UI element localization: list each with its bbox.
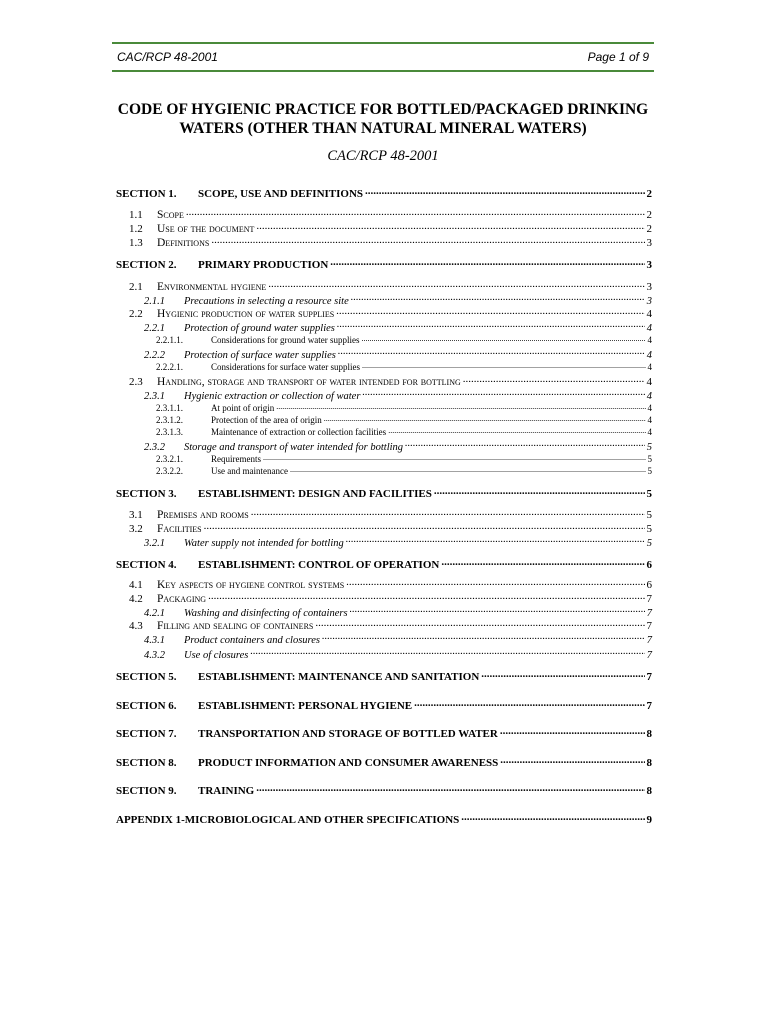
toc-number: 2.3.1 (144, 390, 165, 402)
toc-leader (211, 235, 644, 246)
toc-page: 7 (646, 700, 652, 712)
document-code: CAC/RCP 48-2001 (117, 50, 218, 64)
toc-label: ESTABLISHMENT: PERSONAL HYGIENE (198, 700, 413, 712)
toc-page: 5 (646, 537, 652, 549)
toc-number: 3.1 (129, 509, 143, 521)
toc-page: 4 (647, 427, 652, 437)
toc-page: 4 (647, 403, 652, 413)
toc-section-7[interactable] (116, 726, 652, 740)
toc-leader (315, 618, 644, 629)
toc-number: 1.2 (129, 223, 143, 235)
toc-label: Premises and rooms (157, 509, 249, 521)
toc-label: Storage and transport of water intended for bottling (184, 441, 404, 453)
toc-leader (350, 605, 645, 616)
toc-label: Use of closures (184, 649, 249, 661)
toc-page: 2 (646, 209, 652, 221)
toc-label: Facilities (157, 523, 202, 535)
toc-page: 4 (646, 308, 652, 320)
toc-number: 2.1.1 (144, 295, 165, 307)
toc-leader (481, 669, 644, 680)
toc-number: SECTION 6. (116, 700, 177, 712)
toc-leader (365, 186, 644, 197)
toc-label: Requirements (211, 454, 261, 464)
title-line-1: CODE OF HYGIENIC PRACTICE FOR BOTTLED/PACKAGED DRINKING (117, 101, 649, 118)
toc-label: At point of origin (211, 403, 275, 413)
toc-leader (346, 535, 645, 546)
toc-entry-2-3[interactable] (129, 374, 652, 388)
toc-number: 2.3.2 (144, 441, 165, 453)
toc-section-5[interactable] (116, 669, 652, 683)
toc-entry-2-3-2[interactable] (144, 439, 652, 453)
toc-entry-2-2-2[interactable] (144, 347, 652, 361)
toc-label: Definitions (157, 237, 210, 249)
toc-leader (251, 507, 645, 518)
toc-page: 6 (646, 579, 652, 591)
toc-leader (263, 453, 646, 462)
toc-entry-2-3-1-2[interactable] (156, 414, 652, 425)
toc-leader (414, 698, 644, 709)
toc-number: 2.2.1.1. (156, 335, 183, 345)
toc-number: SECTION 4. (116, 559, 177, 571)
toc-page: 5 (646, 523, 652, 535)
toc-number: 2.3.1.3. (156, 427, 183, 437)
toc-number: 2.3.2.1. (156, 454, 183, 464)
toc-page: 8 (646, 728, 652, 740)
toc-label: TRAINING (198, 785, 255, 797)
toc-number: 4.3.2 (144, 649, 165, 661)
toc-appendix-1[interactable] (116, 812, 652, 826)
toc-page: 7 (646, 607, 652, 619)
toc-entry-2-2-1-1[interactable] (156, 334, 652, 345)
toc-leader (500, 755, 644, 766)
toc-number: 2.2.2 (144, 349, 165, 361)
toc-number: 2.3.2.2. (156, 466, 183, 476)
toc-entry-3-2[interactable] (129, 521, 652, 535)
toc-number: 1.3 (129, 237, 143, 249)
toc-label: ESTABLISHMENT: CONTROL OF OPERATION (198, 559, 440, 571)
toc-entry-2-3-1-3[interactable] (156, 426, 652, 437)
toc-page: 4 (647, 335, 652, 345)
toc-leader (388, 426, 645, 435)
toc-page: 2 (646, 188, 652, 200)
toc-entry-1-3[interactable] (129, 235, 652, 249)
page-header (112, 42, 654, 72)
toc-section-1[interactable] (116, 186, 652, 200)
toc-page: 5 (647, 466, 652, 476)
toc-entry-2-1[interactable] (129, 279, 652, 293)
toc-number: 4.3 (129, 620, 143, 632)
toc-section-2[interactable] (116, 257, 652, 271)
toc-section-6[interactable] (116, 698, 652, 712)
toc-page: 5 (647, 454, 652, 464)
toc-entry-4-2-1[interactable] (144, 605, 652, 619)
toc-page: 3 (646, 281, 652, 293)
toc-entry-1-1[interactable] (129, 207, 652, 221)
toc-entry-2-3-2-2[interactable] (156, 465, 652, 476)
toc-section-9[interactable] (116, 783, 652, 797)
toc-number: 2.3 (129, 376, 143, 388)
toc-section-4[interactable] (116, 557, 652, 571)
toc-label: Washing and disinfecting of containers (184, 607, 348, 619)
toc-number: 4.3.1 (144, 634, 165, 646)
toc-entry-2-2-2-1[interactable] (156, 361, 652, 372)
toc-page: 7 (646, 649, 652, 661)
toc-leader (256, 221, 644, 232)
toc-entry-2-3-1-1[interactable] (156, 402, 652, 413)
toc-label: PRIMARY PRODUCTION (198, 259, 329, 271)
toc-number: SECTION 2. (116, 259, 177, 271)
toc-leader (362, 388, 644, 399)
toc-entry-1-2[interactable] (129, 221, 652, 235)
toc-label: Packaging (157, 593, 207, 605)
toc-entry-3-2-1[interactable] (144, 535, 652, 549)
toc-page: 4 (646, 376, 652, 388)
toc-leader (461, 812, 644, 823)
toc-label: Precautions in selecting a resource site (184, 295, 349, 307)
toc-page: 3 (646, 295, 652, 307)
document-subtitle: CAC/RCP 48-2001 (327, 148, 439, 164)
toc-label: Handling, storage and transport of water intended for bottling (157, 376, 461, 388)
toc-label: Protection of the area of origin (211, 415, 322, 425)
toc-number: 3.2 (129, 523, 143, 535)
toc-number: 4.2 (129, 593, 143, 605)
toc-leader (276, 402, 645, 411)
toc-entry-2-1-1[interactable] (144, 293, 652, 307)
toc-page: 8 (646, 785, 652, 797)
toc-number: SECTION 1. (116, 188, 177, 200)
toc-entry-2-3-1[interactable] (144, 388, 652, 402)
toc-page: 9 (646, 814, 652, 826)
toc-label: TRANSPORTATION AND STORAGE OF BOTTLED WATER (198, 728, 498, 740)
toc-label: Water supply not intended for bottling (184, 537, 344, 549)
toc-leader (434, 486, 645, 497)
toc-number: 2.3.1.2. (156, 415, 183, 425)
toc-leader (186, 207, 645, 218)
toc-number: SECTION 3. (116, 488, 177, 500)
toc-leader (208, 591, 644, 602)
toc-label: Use and maintenance (211, 466, 288, 476)
toc-label: Hygienic production of water supplies (157, 308, 335, 320)
toc-label: Protection of surface water supplies (184, 349, 336, 361)
toc-entry-4-3[interactable] (129, 618, 652, 632)
toc-number: 2.1 (129, 281, 143, 293)
toc-leader (337, 320, 645, 331)
toc-number: SECTION 7. (116, 728, 177, 740)
toc-entry-4-1[interactable] (129, 577, 652, 591)
toc-label: Use of the document (157, 223, 255, 235)
toc-page: 8 (646, 757, 652, 769)
toc-number: 2.2.1 (144, 322, 165, 334)
toc-page: 4 (646, 322, 652, 334)
toc-page: 7 (646, 671, 652, 683)
document-title (112, 100, 654, 138)
toc-leader (256, 783, 644, 794)
toc-leader (463, 374, 645, 385)
toc-number: SECTION 5. (116, 671, 177, 683)
toc-label: Scope (157, 209, 184, 221)
toc-label: Hygienic extraction or collection of water (184, 390, 361, 402)
toc-number: SECTION 9. (116, 785, 177, 797)
toc-entry-3-1[interactable] (129, 507, 652, 521)
toc-leader (346, 577, 644, 588)
toc-label: Considerations for surface water supplies (211, 362, 360, 372)
toc-page: 4 (646, 349, 652, 361)
toc-label: Key aspects of hygiene control systems (157, 579, 345, 591)
toc-page: 4 (646, 390, 652, 402)
toc-page: 6 (646, 559, 652, 571)
toc-number: 4.2.1 (144, 607, 165, 619)
toc-leader (441, 557, 644, 568)
toc-entry-2-2[interactable] (129, 306, 652, 320)
toc-leader (324, 414, 646, 423)
toc-number: 1.1 (129, 209, 143, 221)
toc-leader (338, 347, 645, 358)
toc-leader (362, 361, 646, 370)
toc-label: Product containers and closures (184, 634, 320, 646)
toc-number: 4.1 (129, 579, 143, 591)
toc-label: Protection of ground water supplies (184, 322, 335, 334)
toc-page: 2 (646, 223, 652, 235)
toc-label: ESTABLISHMENT: DESIGN AND FACILITIES (198, 488, 432, 500)
toc-number: SECTION 8. (116, 757, 177, 769)
toc-page: 5 (646, 509, 652, 521)
toc-label: SCOPE, USE AND DEFINITIONS (198, 188, 364, 200)
toc-page: 3 (646, 237, 652, 249)
toc-entry-2-3-2-1[interactable] (156, 453, 652, 464)
toc-leader (268, 279, 644, 290)
toc-leader (330, 257, 644, 268)
toc-page: 3 (646, 259, 652, 271)
toc-number: 2.2.2.1. (156, 362, 183, 372)
toc-page: 5 (646, 488, 652, 500)
toc-page: 4 (647, 415, 652, 425)
toc-entry-4-3-1[interactable] (144, 632, 652, 646)
toc-number: 2.3.1.1. (156, 403, 183, 413)
toc-label: Filling and sealing of containers (157, 620, 314, 632)
toc-page: 7 (646, 593, 652, 605)
toc-label: Environmental hygiene (157, 281, 267, 293)
toc-entry-2-2-1[interactable] (144, 320, 652, 334)
toc-leader (361, 334, 645, 343)
toc-leader (250, 647, 644, 658)
toc-label: APPENDIX 1-MICROBIOLOGICAL AND OTHER SPECIFICATIONS (116, 814, 460, 826)
toc-number: 3.2.1 (144, 537, 165, 549)
toc-page: 7 (646, 620, 652, 632)
toc-leader (204, 521, 645, 532)
toc-label: Maintenance of extraction or collection facilities (211, 427, 387, 437)
title-line-2: WATERS (OTHER THAN NATURAL MINERAL WATERS) (179, 120, 587, 137)
toc-leader (500, 726, 645, 737)
toc-section-8[interactable] (116, 755, 652, 769)
toc-label: ESTABLISHMENT: MAINTENANCE AND SANITATION (198, 671, 480, 683)
toc-entry-4-2[interactable] (129, 591, 652, 605)
toc-page: 5 (646, 441, 652, 453)
toc-leader (351, 293, 645, 304)
toc-number: 2.2 (129, 308, 143, 320)
toc-leader (336, 306, 644, 317)
toc-section-3[interactable] (116, 486, 652, 500)
toc-page: 7 (646, 634, 652, 646)
toc-page: 4 (647, 362, 652, 372)
toc-label: PRODUCT INFORMATION AND CONSUMER AWARENESS (198, 757, 499, 769)
toc-label: Considerations for ground water supplies (211, 335, 360, 345)
toc-leader (322, 632, 645, 643)
page-number: Page 1 of 9 (587, 50, 649, 64)
toc-entry-4-3-2[interactable] (144, 647, 652, 661)
toc-leader (405, 439, 645, 450)
toc-leader (290, 465, 646, 474)
